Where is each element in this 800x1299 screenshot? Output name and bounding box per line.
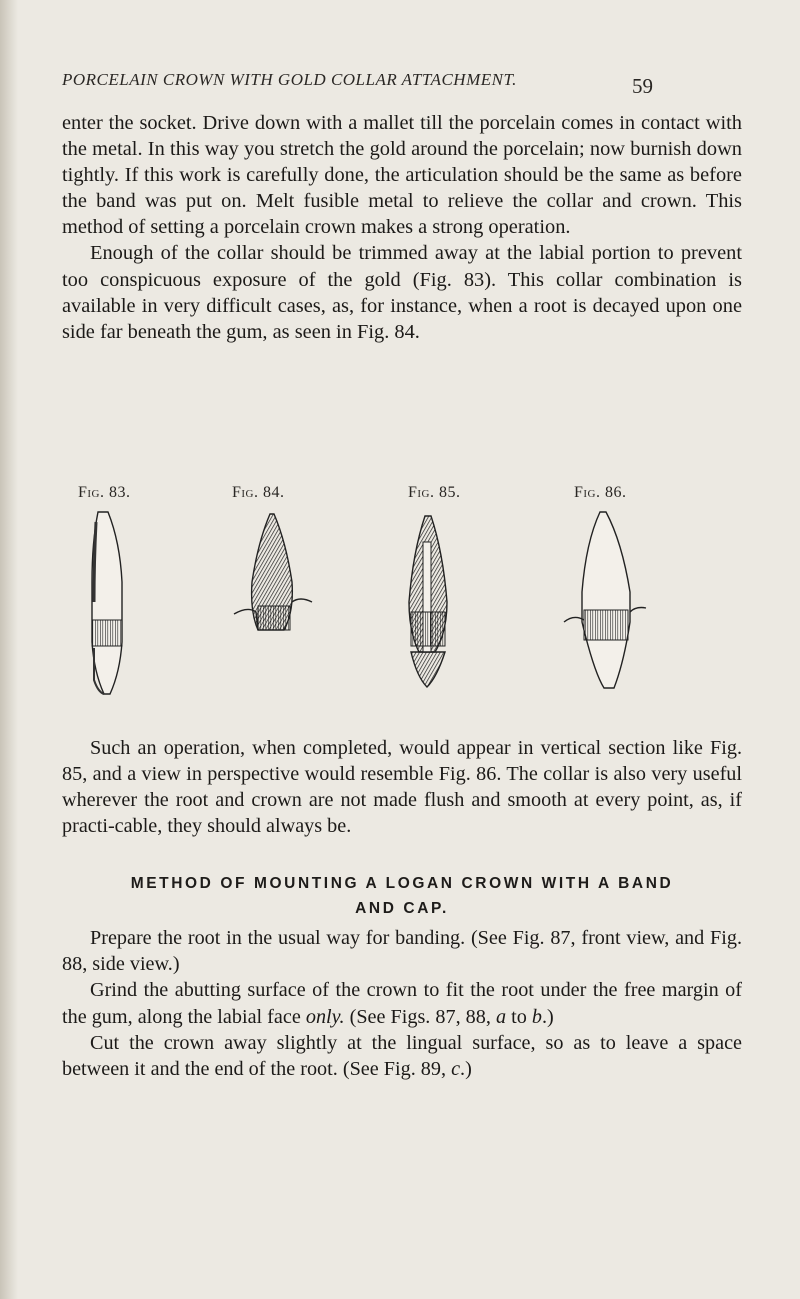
page-number: 59 [632, 74, 653, 98]
text-block-middle [62, 735, 742, 839]
figure-label-86: Fig. 86. [574, 484, 627, 501]
emphasis: only. [305, 1005, 345, 1028]
text-run: Cut the crown away slightly at the lingual surface, so as to leave a space between it and the end of the root. (See Fig. 89, [62, 1031, 742, 1081]
paragraph [62, 1030, 742, 1082]
figure-label-84: Fig. 84. [232, 484, 285, 501]
figure-85-illustration [395, 502, 465, 692]
figure-86-illustration [560, 502, 650, 692]
figure-label-83: Fig. 83. [78, 484, 131, 501]
emphasis: b [531, 1005, 542, 1028]
page-gutter-shadow [0, 0, 18, 1299]
figure-label-85: Fig. 85. [408, 484, 461, 501]
text-block-bottom [62, 925, 742, 1082]
text-block-top [62, 110, 742, 345]
paragraph: enter the socket. Drive down with a mallet till the porcelain comes in contact with the metal. In this way you stretch the gold around the porcelain; now burnish down tightly. If this work is carefully done, the articulation should be the same as before the band was put on. Melt fusible metal to relieve the collar and crown. This method of setting a porcelain crown makes a strong operation. [62, 112, 742, 239]
text-run: .) [541, 1005, 554, 1028]
paragraph [62, 977, 742, 1029]
paragraph: Such an operation, when completed, would appear in vertical section like Fig. 85, and a view in perspective would resemble Fig. 86. The collar is also very useful wherever the root and crown are not made flush and smooth at every point, as, if practi-cable, they should always be. [62, 737, 742, 837]
section-heading-line: AND CAP. [355, 900, 449, 917]
text-run: Grind the abutting surface of the crown to fit the root under the free margin of the gum, along the labial face [62, 979, 742, 1028]
section-heading [62, 871, 742, 921]
section-heading-line: METHOD OF MOUNTING A LOGAN CROWN WITH A BAND [130, 875, 674, 892]
figure-83-illustration [80, 502, 130, 702]
text-run: (See Figs. 87, 88, [344, 1005, 496, 1028]
emphasis: c [451, 1058, 461, 1081]
text-run: .) [460, 1058, 472, 1081]
emphasis: a [495, 1005, 507, 1028]
text-run: to [506, 1005, 532, 1028]
paragraph: Prepare the root in the usual way for banding. (See Fig. 87, front view, and Fig. 88, side view.) [62, 927, 742, 976]
running-head: PORCELAIN CROWN WITH GOLD COLLAR ATTACHMENT. [62, 70, 517, 89]
paragraph: Enough of the collar should be trimmed away at the labial portion to prevent too conspicuous exposure of the gold (Fig. 83). This collar combination is available in very difficult cases, as, for instance, when a root is decayed upon one side far beneath the gum, as seen in Fig. 84. [62, 242, 742, 343]
figure-84-illustration [228, 502, 318, 642]
